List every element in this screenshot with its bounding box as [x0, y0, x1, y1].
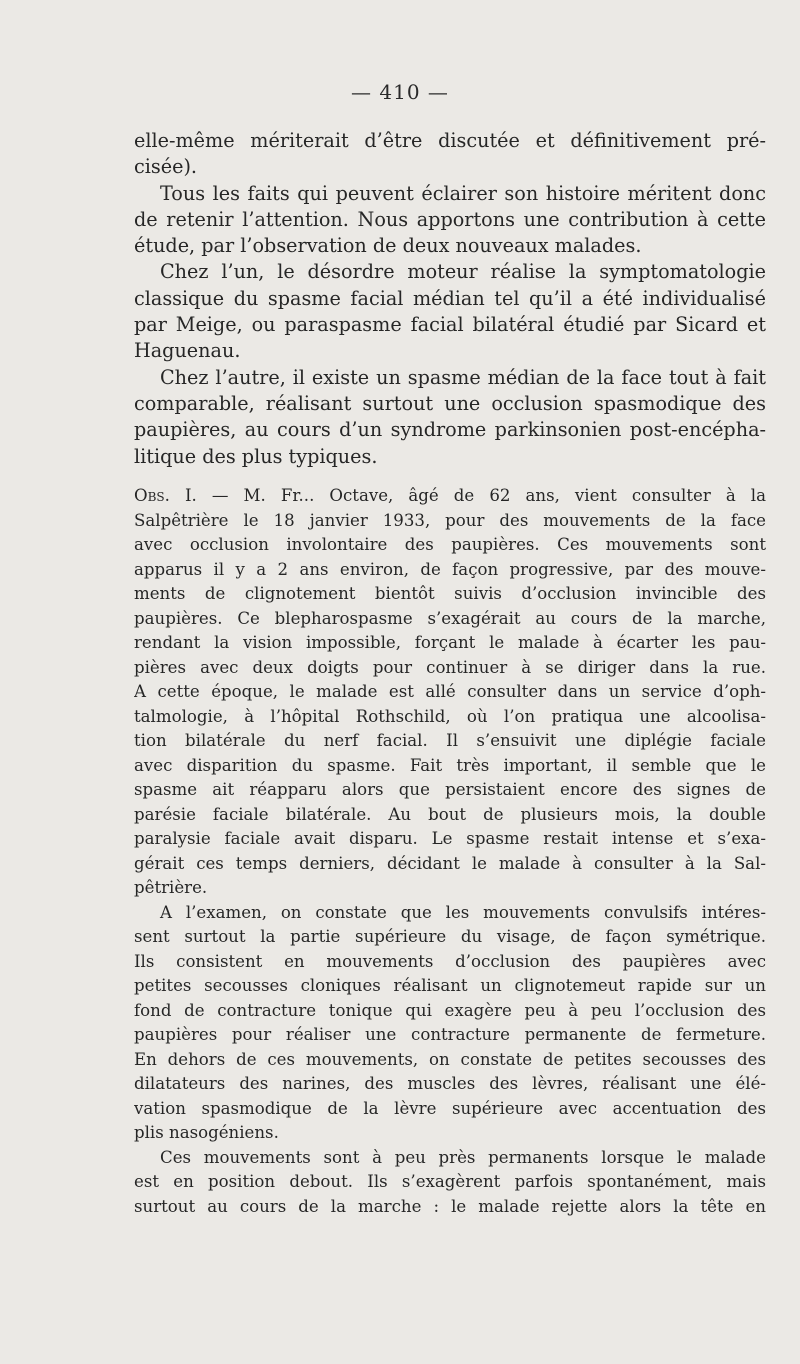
observation-first-line-text: — M. Fr... Octave, âgé de 62 ans, vient consulter à la — [196, 486, 766, 505]
text-line: avec occlusion involontaire des paupières. Ces mouvements sont — [134, 535, 766, 554]
observation-first-line — [134, 484, 766, 509]
text-line: rendant la vision impossible, forçant le malade à écarter les pau- — [134, 633, 766, 652]
text-line: ments de clignotement bientôt suivis d’occlusion invincible des — [134, 584, 766, 603]
text-line: vation spasmodique de la lèvre supérieure avec accentuation des — [134, 1098, 766, 1118]
page-number: — 410 — — [351, 80, 449, 104]
text-line: surtout au cours de la marche : le malade rejette alors la tête en — [134, 1196, 766, 1216]
text-line: pières avec deux doigts pour continuer à se diriger dans la rue. — [134, 657, 766, 677]
text-line: Chez l’autre, il existe un spasme médian de la face tout à fait — [160, 365, 766, 389]
text-line: paupières. Ce blepharospasme s’exagérait au cours de la marche, — [134, 608, 766, 628]
text-line: paupières, au cours d’un syndrome parkinsonien post-encépha- — [134, 418, 766, 442]
text-line: paupières pour réaliser une contracture permanente de fermeture. — [134, 1025, 766, 1044]
text-line: paralysie faciale avait disparu. Le spasme restait intense et s’exa- — [134, 829, 766, 848]
text-line: petites secousses cloniques réalisant un clignotemeut rapide sur un — [134, 976, 766, 995]
text-line: par Meige, ou paraspasme facial bilatéral étudié par Sicard et — [134, 313, 766, 337]
text-line: Salpêtrière le 18 janvier 1933, pour des mouvements de la face — [134, 510, 766, 530]
text-line: fond de contracture tonique qui exagère peu à peu l’occlusion des — [134, 1000, 766, 1020]
text-line: avec disparition du spasme. Fait très important, il semble que le — [134, 755, 766, 775]
text-line: comparable, réalisant surtout une occlusion spasmodique des — [134, 391, 766, 415]
text-line: Tous les faits qui peuvent éclairer son histoire méritent donc — [160, 181, 766, 205]
text-line: talmologie, à l’hôpital Rothschild, où l’on pratiqua une alcoolisa- — [134, 706, 766, 726]
text-line: En dehors de ces mouvements, on constate de petites secousses des — [134, 1049, 766, 1069]
text-line: elle-même mériterait d’être discutée et définitivement pré- — [134, 129, 766, 152]
text-line: A l’examen, on constate que les mouvements convulsifs intéres- — [160, 902, 766, 922]
text-line: est en position debout. Ils s’exagèrent parfois spontanément, mais — [134, 1172, 766, 1191]
text-line: classique du spasme facial médian tel qu’il a été individualisé — [134, 286, 766, 310]
text-line: pêtrière. — [134, 878, 208, 897]
text-line: de retenir l’attention. Nous apportons une contribution à cette — [134, 207, 766, 231]
observation-label: Obs. I. — [134, 486, 197, 505]
intro-text — [134, 128, 766, 470]
text-line: Ils consistent en mouvements d’occlusion des paupières avec — [134, 951, 766, 971]
text-line: tion bilatérale du nerf facial. Il s’ensuivit une diplégie faciale — [134, 731, 766, 750]
text-line: A cette époque, le malade est allé consulter dans un service d’oph- — [134, 682, 766, 701]
text-line: spasme ait réapparu alors que persistaient encore des signes de — [134, 780, 766, 799]
observation-text — [134, 484, 766, 1219]
text-line: apparus il y a 2 ans environ, de façon progressive, par des mouve- — [134, 559, 766, 579]
text-line: parésie faciale bilatérale. Au bout de plusieurs mois, la double — [134, 804, 766, 824]
text-line: sent surtout la partie supérieure du visage, de façon symétrique. — [134, 927, 766, 946]
text-line: cisée). — [134, 155, 198, 179]
text-line: gérait ces temps derniers, décidant le malade à consulter à la Sal- — [134, 853, 766, 873]
text-line: plis nasogéniens. — [134, 1123, 279, 1142]
text-line: Chez l’un, le désordre moteur réalise la symptomatologie — [160, 260, 766, 284]
text-line: litique des plus typiques. — [134, 444, 378, 468]
text-line: dilatateurs des narines, des muscles des lèvres, réalisant une élé- — [134, 1074, 766, 1093]
text-line: Haguenau. — [134, 339, 241, 363]
text-line: étude, par l’observation de deux nouveaux malades. — [134, 234, 642, 258]
text-line: Ces mouvements sont à peu près permanents lorsque le malade — [160, 1147, 766, 1167]
